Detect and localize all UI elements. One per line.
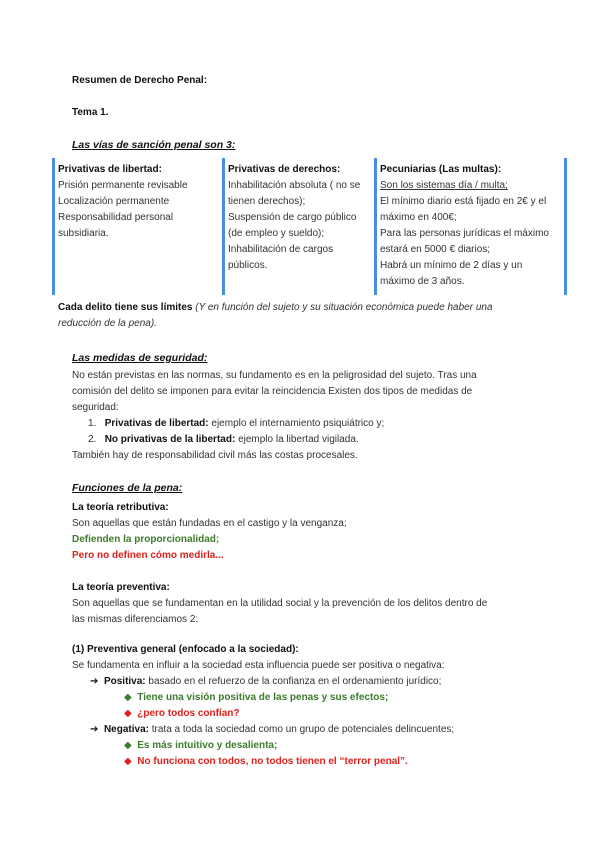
column-line: (de empleo y sueldo); <box>228 228 325 239</box>
list-item <box>88 432 359 448</box>
column-line: Inhabilitación absoluta ( no se <box>228 180 361 191</box>
preventiva-line: las mismas diferenciamos 2: <box>72 614 199 625</box>
negativa-label: Negativa: <box>103 724 149 735</box>
list-item <box>88 416 384 432</box>
general-title: (1) Preventiva general (enfocado a la sociedad): <box>72 644 299 655</box>
list-number: 1. <box>88 418 97 429</box>
column-header: Privativas de derechos: <box>228 164 341 175</box>
column-line: Prisión permanente revisable <box>58 180 188 191</box>
vias-heading: Las vías de sanción penal son 3: <box>72 139 236 151</box>
negativa-red: No funciona con todos, no todos tienen el “terror penal”. <box>137 756 408 767</box>
doc-title: Resumen de Derecho Penal: <box>72 75 208 86</box>
column-line: Para las personas jurídicas el máximo <box>380 228 549 239</box>
column-privativas-libertad <box>58 158 188 295</box>
negativa-green-item <box>124 738 277 754</box>
positiva-item <box>90 674 441 690</box>
column-line: Habrá un mínimo de 2 días y un <box>380 260 523 271</box>
arrow-icon: ➔ <box>90 724 99 735</box>
cada-delito-line <box>58 300 493 316</box>
column-header: Privativas de libertad: <box>58 164 162 175</box>
paragraph-line: seguridad: <box>72 402 119 413</box>
paragraph-line: comisión del delito se imponen para evitar la reincidencia Existen dos tipos de medidas de <box>72 386 473 397</box>
retributiva-red: Pero no definen cómo medirla... <box>72 550 224 561</box>
column-line: El mínimo diario está fijado en 2€ y el <box>380 196 547 207</box>
tema-heading: Tema 1. <box>72 107 109 118</box>
positiva-green: Tiene una visión positiva de las penas y sus efectos; <box>137 692 389 703</box>
diamond-bullet-icon: ◆ <box>124 692 132 703</box>
negativa-rest: trata a toda la sociedad como un grupo de potenciales delincuentes; <box>148 724 455 735</box>
general-line: Se fundamenta en influir a la sociedad esta influencia puede ser positiva o negativa: <box>72 660 445 671</box>
column-divider <box>222 158 225 295</box>
cada-delito-bold: Cada delito tiene sus límites <box>58 302 193 313</box>
positiva-red-item <box>124 706 239 722</box>
negativa-item <box>90 722 454 738</box>
arrow-icon: ➔ <box>90 676 99 687</box>
list-item-rest: ejemplo el internamiento psiquiátrico y; <box>208 418 385 429</box>
preventiva-title: La teoría preventiva: <box>72 582 170 593</box>
diamond-bullet-icon: ◆ <box>124 756 132 767</box>
retributiva-green: Defienden la proporcionalidad; <box>72 534 220 545</box>
responsabilidad-line: También hay de responsabilidad civil más las costas procesales. <box>72 450 358 461</box>
positiva-label: Positiva: <box>103 676 146 687</box>
list-item-bold: No privativas de la libertad: <box>104 434 236 445</box>
column-line: Localización permanente <box>58 196 170 207</box>
column-line: Suspensión de cargo público <box>228 212 357 223</box>
list-number: 2. <box>88 434 97 445</box>
column-line: máximo en 400€; <box>380 212 457 223</box>
column-divider <box>52 158 55 295</box>
funciones-heading: Funciones de la pena: <box>72 482 183 494</box>
cada-delito-italic: (Y en función del sujeto y su situación económica puede haber una <box>195 302 493 313</box>
column-privativas-derechos <box>228 158 360 295</box>
column-line: Inhabilitación de cargos <box>228 244 334 255</box>
column-header: Pecuniarias (Las multas): <box>380 164 502 175</box>
positiva-rest: basado en el refuerzo de la confianza en el ordenamiento jurídico; <box>145 676 442 687</box>
list-item-bold: Privativas de libertad: <box>104 418 209 429</box>
positiva-red: ¿pero todos confían? <box>137 708 240 719</box>
medidas-heading: Las medidas de seguridad: <box>72 352 208 364</box>
cada-delito-italic-2: reducción de la pena). <box>58 318 157 329</box>
list-item-rest: ejemplo la libertad vigilada. <box>235 434 359 445</box>
negativa-red-item <box>124 754 408 770</box>
column-line-underlined: Son los sistemas día / multa; <box>380 180 508 191</box>
column-pecuniarias <box>380 158 549 295</box>
column-line: subsidiaria. <box>58 228 109 239</box>
negativa-green: Es más intuitivo y desalienta; <box>137 740 278 751</box>
column-line: públicos. <box>228 260 268 271</box>
medidas-paragraph <box>72 368 532 416</box>
preventiva-line: Son aquellas que se fundamentan en la utilidad social y la prevención de los delitos dentro de <box>72 598 488 609</box>
column-line: máximo de 3 años. <box>380 276 465 287</box>
column-line: Responsabilidad personal <box>58 212 174 223</box>
diamond-bullet-icon: ◆ <box>124 740 132 751</box>
column-divider <box>564 158 567 295</box>
retributiva-line: Son aquellas que están fundadas en el castigo y la venganza; <box>72 518 347 529</box>
column-line: tienen derechos); <box>228 196 306 207</box>
column-divider <box>374 158 377 295</box>
retributiva-title: La teoría retributiva: <box>72 502 169 513</box>
column-line: estará en 5000 € diarios; <box>380 244 491 255</box>
diamond-bullet-icon: ◆ <box>124 708 132 719</box>
positiva-green-item <box>124 690 388 706</box>
paragraph-line: No están previstas en las normas, su fundamento es en la peligrosidad del sujeto. Tras una <box>72 370 477 381</box>
